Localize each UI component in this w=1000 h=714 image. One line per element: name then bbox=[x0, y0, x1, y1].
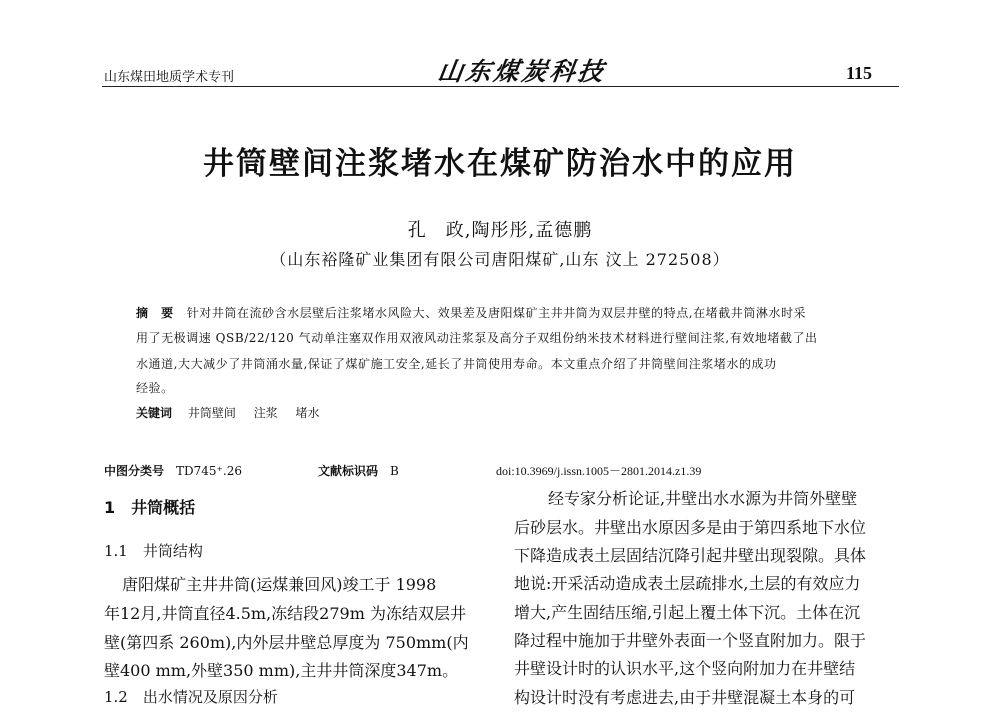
keyword: 井筒壁间 bbox=[187, 406, 236, 420]
abstract-text: 针对井筒在流砂含水层壁后注浆堵水风险大、效果差及唐阳煤矿主井井筒为双层井壁的特点,在堵截井筒淋水时采 bbox=[186, 306, 807, 320]
author-affiliation: （山东裕隆矿业集团有限公司唐阳煤矿,山东 汶上 272508） bbox=[270, 250, 730, 269]
keyword: 堵水 bbox=[295, 406, 320, 420]
section-heading-1: 1 井筒概括 bbox=[104, 498, 196, 517]
body-line: 增大,产生固结压缩,引起上覆土体下沉。土体在沉 bbox=[514, 603, 861, 622]
body-line: 年12月,井筒直径4.5m,冻结段279m 为冻结双层井 bbox=[104, 604, 466, 623]
keywords-row bbox=[136, 404, 334, 421]
clc-number bbox=[104, 462, 242, 479]
keyword: 注浆 bbox=[253, 406, 278, 420]
abstract-line: 经验。 bbox=[136, 381, 174, 395]
section-heading-1-2: 1.2 出水情况及原因分析 bbox=[104, 688, 278, 706]
header-rule bbox=[102, 86, 899, 87]
journal-logo: 山东煤炭科技 bbox=[435, 57, 608, 86]
page-number: 115 bbox=[846, 63, 873, 83]
section-heading-1-1: 1.1 井筒结构 bbox=[104, 542, 203, 560]
body-line: 壁(第四系 260m),内外层井壁总厚度为 750mm(内 bbox=[104, 633, 469, 652]
paper-title: 井筒壁间注浆堵水在煤矿防治水中的应用 bbox=[203, 146, 797, 182]
body-line: 唐阳煤矿主井井筒(运煤兼回风)竣工于 1998 bbox=[122, 575, 437, 594]
body-line: 后砂层水。井壁出水原因多是由于第四系地下水位 bbox=[514, 518, 867, 537]
doi: doi:10.3969/j.issn.1005－2801.2014.z1.39 bbox=[496, 464, 702, 478]
abstract-line: 水通道,大大减少了井筒涌水量,保证了煤矿施工安全,延长了井筒使用寿命。本文重点介绍了井筒壁间注浆堵水的成功 bbox=[136, 357, 777, 371]
author-list: 孔 政,陶彤彤,孟德鹏 bbox=[407, 220, 593, 241]
body-line: 壁400 mm,外壁350 mm),主井井筒深度347m。 bbox=[104, 661, 459, 680]
body-line: 下降造成表土层固结沉降引起井壁出现裂隙。具体 bbox=[514, 546, 867, 565]
document-code bbox=[318, 462, 399, 479]
body-line: 降过程中施加于井壁外表面一个竖直附加力。限于 bbox=[514, 631, 867, 650]
abstract-line: 用了无极调速 QSB/22/120 气动单注塞双作用双液风动注浆泵及高分子双组份纳米技术材料进行壁间注浆,有效地堵截了出 bbox=[136, 331, 818, 345]
body-line: 经专家分析论证,井壁出水水源为井筒外壁壁 bbox=[548, 489, 858, 508]
clc-label: 中图分类号 bbox=[104, 464, 165, 478]
abstract-line bbox=[136, 304, 806, 321]
body-line: 构设计时没有考虑进去,由于井壁混凝土本身的可 bbox=[514, 688, 856, 707]
clc-value: TD745⁺.26 bbox=[176, 464, 242, 478]
body-line: 地说:开采活动造成表土层疏排水,土层的有效应力 bbox=[514, 574, 861, 593]
body-line: 井壁设计时的认识水平,这个竖向附加力在井壁结 bbox=[514, 659, 856, 678]
abstract-label: 摘 要 bbox=[136, 306, 174, 320]
running-header-journal: 山东煤田地质学术专刊 bbox=[104, 70, 235, 85]
doc-code-label: 文献标识码 bbox=[318, 464, 379, 478]
keywords-label: 关键词 bbox=[136, 406, 173, 420]
doc-code-value: B bbox=[390, 464, 399, 478]
